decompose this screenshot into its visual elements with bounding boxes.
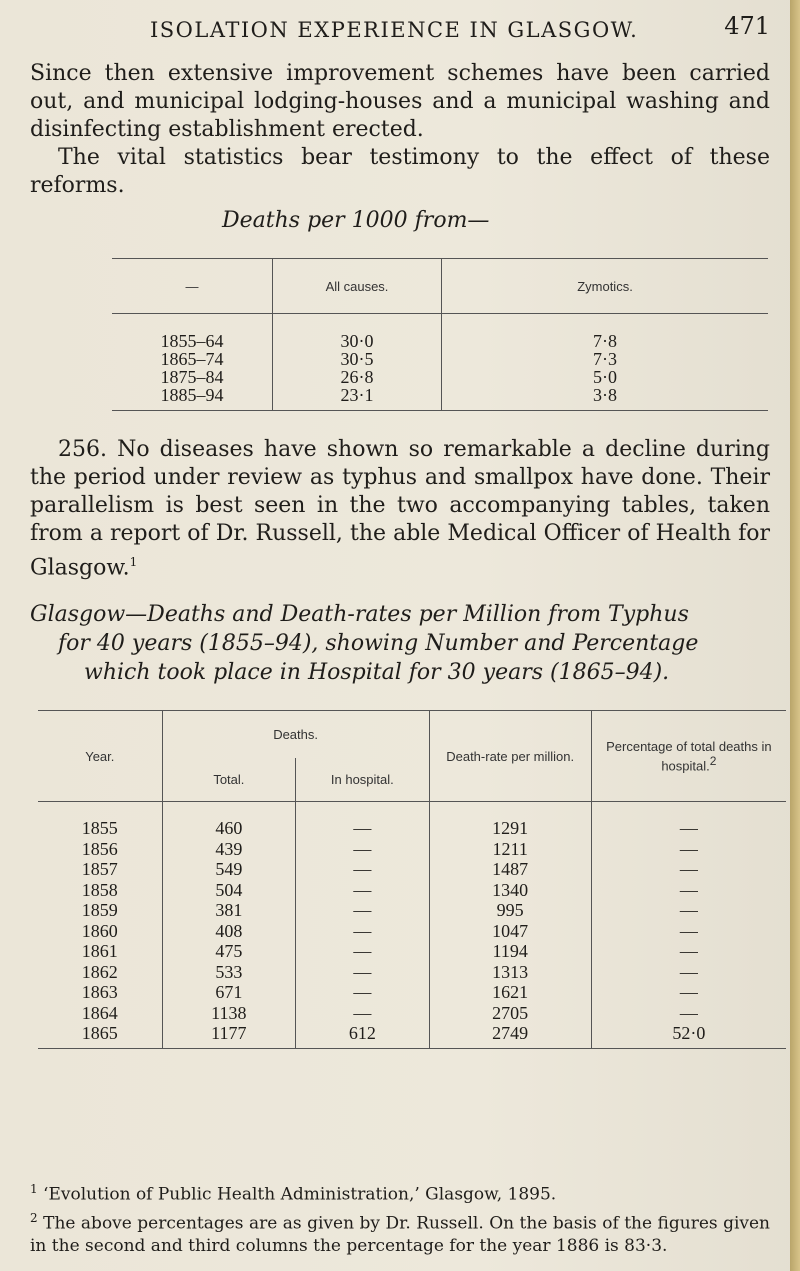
in-hospital-cell: — (353, 1002, 372, 1023)
typhus-deaths-table (38, 710, 786, 1049)
year-cell: 1858 (81, 879, 118, 900)
footnotes (30, 1178, 770, 1258)
total-cell: 533 (215, 961, 243, 982)
death-rate-cell: 2749 (492, 1023, 529, 1043)
zymotics-cell: 7·8 (593, 331, 617, 351)
percentage-cell: — (679, 818, 698, 838)
year-cell: 1860 (81, 920, 118, 941)
total-cell: 460 (215, 818, 243, 838)
footnote-mark: 1 (30, 1182, 38, 1196)
percentage-cell: — (679, 838, 698, 859)
year-cell: 1861 (81, 941, 118, 961)
death-rate-header: Death-rate per million. (429, 711, 591, 802)
paragraph-vital-statistics: The vital statistics bear testimony to the effect of these reforms. (30, 145, 770, 198)
paragraph-improvements: Since then extensive improvement schemes have been carried out, and municipal lodging-houses and a municipal washing and disinfecting establishment erected. (30, 61, 770, 142)
percentage-header (591, 711, 786, 802)
all-causes-cell: 26·8 (340, 367, 374, 387)
percentage-cell: — (679, 859, 698, 879)
total-cell: 381 (215, 900, 243, 920)
year-cell: 1856 (81, 838, 118, 859)
death-rate-cell: 1291 (492, 818, 529, 838)
table1-caption: Deaths per 1000 from— (222, 208, 490, 233)
all-causes-cell: 30·0 (340, 331, 374, 351)
footnote-ref-2: 2 (709, 753, 717, 768)
total-cell: 439 (215, 838, 243, 859)
percentage-cell: 52·0 (672, 1023, 706, 1043)
zymotics-cell: 3·8 (593, 385, 617, 405)
percentage-cell: — (679, 1002, 698, 1023)
in-hospital-cell: — (353, 818, 372, 838)
footnote-mark: 2 (30, 1210, 38, 1225)
all-causes-column (273, 314, 442, 411)
period-cell: 1865–74 (160, 349, 224, 369)
intro-text (30, 60, 770, 200)
percentage-column (591, 802, 786, 1049)
year-column (38, 802, 162, 1049)
percentage-cell: — (679, 961, 698, 982)
deaths-per-1000-table (112, 258, 768, 411)
death-rate-cell: 1621 (492, 982, 529, 1002)
footnote-1 (30, 1178, 770, 1207)
death-rate-cell: 1047 (492, 920, 529, 941)
section-256-text (30, 436, 770, 582)
in-hospital-cell: — (353, 920, 372, 941)
death-rate-cell: 1487 (492, 859, 529, 879)
year-cell: 1857 (81, 859, 118, 879)
footnote-ref-1: 1 (129, 555, 138, 569)
percentage-cell: — (679, 879, 698, 900)
death-rate-cell: 995 (496, 900, 524, 920)
year-cell: 1863 (81, 982, 118, 1002)
period-cell: 1885–94 (160, 385, 224, 405)
in-hospital-cell: — (353, 879, 372, 900)
in-hospital-cell: — (353, 900, 372, 920)
deaths-header: Deaths. (162, 711, 429, 759)
running-head (150, 12, 770, 42)
table2-caption-line2: for 40 years (1855–94), showing Number and Percentage (58, 631, 699, 656)
death-rate-column (429, 802, 591, 1049)
death-rate-cell: 1340 (492, 879, 529, 900)
year-cell: 1862 (81, 961, 118, 982)
page-edge (790, 0, 800, 1271)
death-rate-cell: 1194 (492, 941, 528, 961)
table2-caption-line3: which took place in Hospital for 30 years (1865–94). (84, 660, 670, 685)
all-causes-cell: 30·5 (340, 349, 374, 369)
death-rate-cell: 1211 (492, 838, 528, 859)
period-header: — (112, 259, 273, 314)
total-cell: 504 (215, 879, 243, 900)
percentage-cell: — (679, 982, 698, 1002)
in-hospital-cell: — (353, 838, 372, 859)
death-rate-cell: 1313 (492, 961, 529, 982)
in-hospital-cell: — (353, 941, 372, 961)
death-rate-cell: 2705 (492, 1002, 529, 1023)
total-header: Total. (162, 758, 295, 801)
year-cell: 1855 (81, 818, 118, 838)
year-cell: 1859 (81, 900, 118, 920)
percentage-header-label: Percentage of total deaths in hospital. (606, 738, 772, 774)
year-cell: 1865 (81, 1023, 118, 1043)
footnote-text: The above percentages are as given by Dr. Russell. On the basis of the figures given in the second and third columns the percentage for the year 1886 is 83·3. (30, 1213, 770, 1257)
period-cell: 1875–84 (160, 367, 224, 387)
footnote-2 (30, 1207, 770, 1259)
percentage-cell: — (679, 920, 698, 941)
in-hospital-cell: — (353, 961, 372, 982)
all-causes-cell: 23·1 (340, 385, 374, 405)
total-cell: 1177 (211, 1023, 247, 1043)
table2-caption-line1: Glasgow—Deaths and Death-rates per Million from Typhus (30, 602, 689, 627)
total-cell: 1138 (211, 1002, 247, 1023)
paragraph-256 (30, 436, 770, 582)
in-hospital-column (296, 802, 429, 1049)
period-column (112, 314, 273, 411)
zymotics-cell: 7·3 (593, 349, 617, 369)
total-column (162, 802, 295, 1049)
in-hospital-header: In hospital. (296, 758, 429, 801)
percentage-cell: — (679, 941, 698, 961)
paragraph-256-body: 256. No diseases have shown so remarkable a decline during the period under review as typhus and smallpox have done. Their parallelism is best seen in the two accompanying tables, taken from a report of Dr. Russell, the able Medical Officer of Health for Glasgow. (30, 437, 770, 581)
year-cell: 1864 (81, 1002, 118, 1023)
total-cell: 549 (215, 859, 243, 879)
zymotics-column (442, 314, 769, 411)
in-hospital-cell: 612 (348, 1023, 376, 1043)
total-cell: 671 (215, 982, 243, 1002)
total-cell: 475 (215, 941, 243, 961)
running-head-title: ISOLATION EXPERIENCE IN GLASGOW. (150, 18, 639, 42)
footnote-text: ‘Evolution of Public Health Administration,’ Glasgow, 1895. (43, 1184, 557, 1205)
period-cell: 1855–64 (160, 331, 224, 351)
total-cell: 408 (215, 920, 243, 941)
page-number: 471 (724, 12, 770, 40)
in-hospital-cell: — (353, 982, 372, 1002)
zymotics-header: Zymotics. (442, 259, 769, 314)
year-header: Year. (38, 711, 162, 802)
all-causes-header: All causes. (273, 259, 442, 314)
zymotics-cell: 5·0 (593, 367, 617, 387)
percentage-cell: — (679, 900, 698, 920)
in-hospital-cell: — (353, 859, 372, 879)
